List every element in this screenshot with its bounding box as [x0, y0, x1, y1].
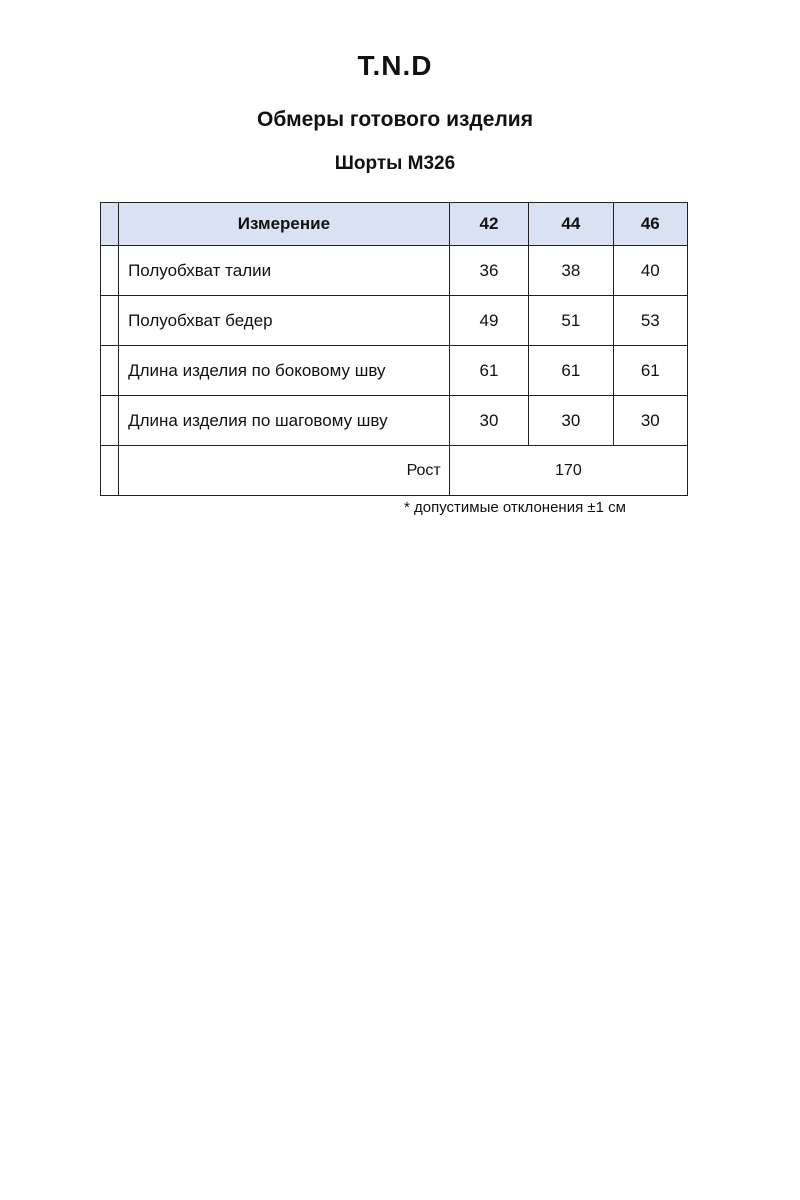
measure-name: Длина изделия по шаговому шву [119, 396, 450, 446]
header-size-42: 42 [449, 203, 528, 246]
height-value: 170 [449, 446, 687, 496]
brand-title: T.N.D [357, 50, 433, 81]
table-row [101, 246, 688, 296]
row-marker-cell [101, 296, 119, 346]
measure-name: Длина изделия по боковому шву [119, 346, 450, 396]
height-label: Рост [119, 446, 450, 496]
measure-value: 30 [613, 396, 687, 446]
measure-value: 61 [529, 346, 613, 396]
measure-value: 53 [613, 296, 687, 346]
tolerance-footnote: * допустимые отклонения ±1 см [404, 499, 626, 516]
table-row [101, 396, 688, 446]
table-row [101, 296, 688, 346]
measure-name: Полуобхват бедер [119, 296, 450, 346]
measure-value: 40 [613, 246, 687, 296]
product-subtitle: Шорты М326 [334, 153, 456, 174]
measure-name: Полуобхват талии [119, 246, 450, 296]
measure-value: 36 [449, 246, 528, 296]
header-measure-name: Измерение [119, 203, 450, 246]
document-title: Обмеры готового изделия [257, 108, 533, 131]
row-marker-cell [101, 246, 119, 296]
measurements-table [100, 202, 688, 496]
measure-value: 61 [613, 346, 687, 396]
measure-value: 49 [449, 296, 528, 346]
header-size-46: 46 [613, 203, 687, 246]
table-header-row [101, 203, 688, 246]
row-marker-cell [101, 396, 119, 446]
row-marker-cell [101, 446, 119, 496]
measure-value: 30 [529, 396, 613, 446]
header-marker-cell [101, 203, 119, 246]
header-size-44: 44 [529, 203, 613, 246]
measure-value: 51 [529, 296, 613, 346]
height-row [101, 446, 688, 496]
measure-value: 61 [449, 346, 528, 396]
measure-value: 38 [529, 246, 613, 296]
table-row [101, 346, 688, 396]
measure-value: 30 [449, 396, 528, 446]
row-marker-cell [101, 346, 119, 396]
